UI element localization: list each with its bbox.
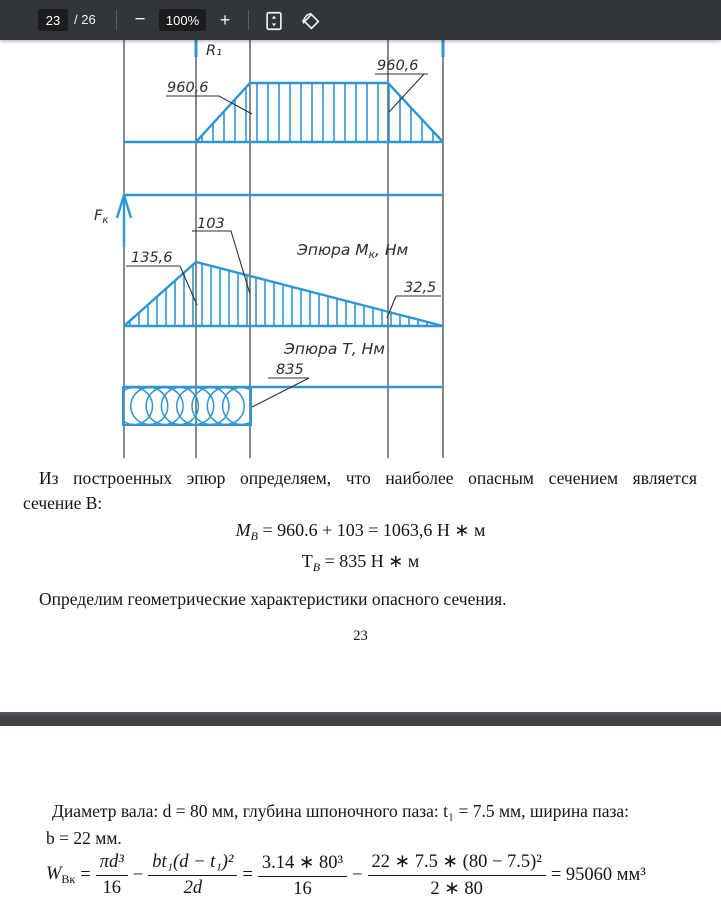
shaft-moment-torque-diagram	[0, 40, 721, 460]
moment-value-right: 960,6	[377, 58, 419, 74]
fraction-numerator: 22 ∗ 7.5 ∗ (80 − 7.5)²	[368, 851, 546, 876]
fraction-denominator: 16	[102, 878, 121, 898]
torque-diagram-outline	[123, 387, 251, 425]
page-total-label: / 26	[74, 12, 96, 27]
toolbar-divider	[116, 10, 117, 30]
fraction-keyway	[148, 852, 237, 899]
mk-value-32: 32,5	[404, 280, 437, 296]
fraction-pi-d3	[96, 852, 128, 899]
formula-w-symbol: W	[46, 864, 62, 884]
paragraph-conclusion-line2: сечение B:	[23, 493, 103, 513]
mk-diagram-title	[296, 241, 409, 261]
mk-title-text: Эпюра М	[297, 241, 369, 259]
fk-force-arrow	[117, 195, 131, 247]
formula-bending-moment	[0, 520, 721, 544]
toolbar-divider	[248, 10, 249, 30]
page-separator	[0, 712, 721, 726]
mk-diagram-hatching	[130, 262, 436, 326]
zoom-out-button[interactable]: −	[134, 9, 146, 30]
page-number-input[interactable]: 23	[38, 9, 68, 31]
pdf-toolbar	[0, 0, 721, 40]
formula-t-subscript: B	[312, 560, 321, 574]
formula-w-subscript: Вк	[61, 872, 76, 886]
mk-value-135: 135,6	[131, 250, 173, 266]
formula-t-expression: = 835 Н ∗ м	[320, 551, 420, 571]
shaft-parameters-line1: Диаметр вала: d = 80 мм, глубина шпоночного паза: t₁ = 7.5 мм, ширина паза:	[52, 801, 630, 821]
fraction-numerator: 3.14 ∗ 80³	[258, 852, 347, 877]
page-number-footer: 23	[353, 628, 368, 644]
fraction-numerator: πd³	[96, 852, 128, 876]
fraction-numeric-1	[258, 852, 347, 900]
paragraph-conclusion-line1: Из построенных эпюр определяем, что наиболее опасным сечением является	[39, 468, 697, 488]
fk-force-letter: F	[94, 208, 103, 224]
moment-diagram-hatching	[202, 83, 433, 142]
fk-force-subscript: к	[102, 215, 109, 226]
torque-diagram-title: Эпюра Т, Нм	[284, 340, 385, 358]
reaction-label: R₁	[206, 43, 222, 59]
rotate-counterclockwise-icon	[300, 10, 322, 32]
paragraph-geometry: Определим геометрические характеристики опасного сечения.	[39, 589, 507, 609]
formula-m-symbol: M	[235, 520, 251, 540]
fit-to-page-button[interactable]	[261, 8, 286, 33]
fk-force-label	[94, 208, 108, 226]
equals-sign: =	[242, 865, 253, 885]
mk-title-subscript: к	[368, 249, 375, 261]
minus-sign: −	[132, 865, 144, 885]
formula-m-subscript: B	[250, 529, 258, 543]
fraction-numerator: bt₁(d − t₁)²	[148, 852, 237, 876]
fit-to-page-icon	[263, 10, 285, 32]
minus-sign: −	[352, 865, 363, 885]
zoom-level-display: 100%	[159, 9, 206, 31]
formula-section-modulus	[46, 851, 646, 900]
mk-title-units: , Нм	[375, 241, 409, 259]
formula-result: = 95060 мм³	[550, 865, 646, 885]
moment-value-left: 960,6	[167, 80, 209, 96]
mk-value-103: 103	[197, 216, 225, 232]
equals-sign: =	[80, 865, 91, 885]
formula-m-expression: = 960.6 + 103 = 1063,6 Н ∗ м	[257, 520, 486, 540]
formula-t-symbol: Т	[301, 551, 313, 571]
moment-diagram-outline	[196, 83, 443, 142]
fraction-denominator: 16	[293, 878, 312, 899]
fraction-denominator: 2 ∗ 80	[430, 879, 483, 899]
torque-value: 835	[276, 362, 304, 378]
zoom-in-button[interactable]: +	[219, 9, 231, 30]
fraction-numeric-2	[368, 851, 546, 900]
torque-diagram-hatching	[116, 388, 260, 425]
rotate-button[interactable]	[298, 8, 323, 33]
fraction-denominator: 2d	[183, 878, 203, 898]
formula-torque	[0, 551, 721, 575]
shaft-parameters-line2: b = 22 мм.	[46, 828, 122, 848]
